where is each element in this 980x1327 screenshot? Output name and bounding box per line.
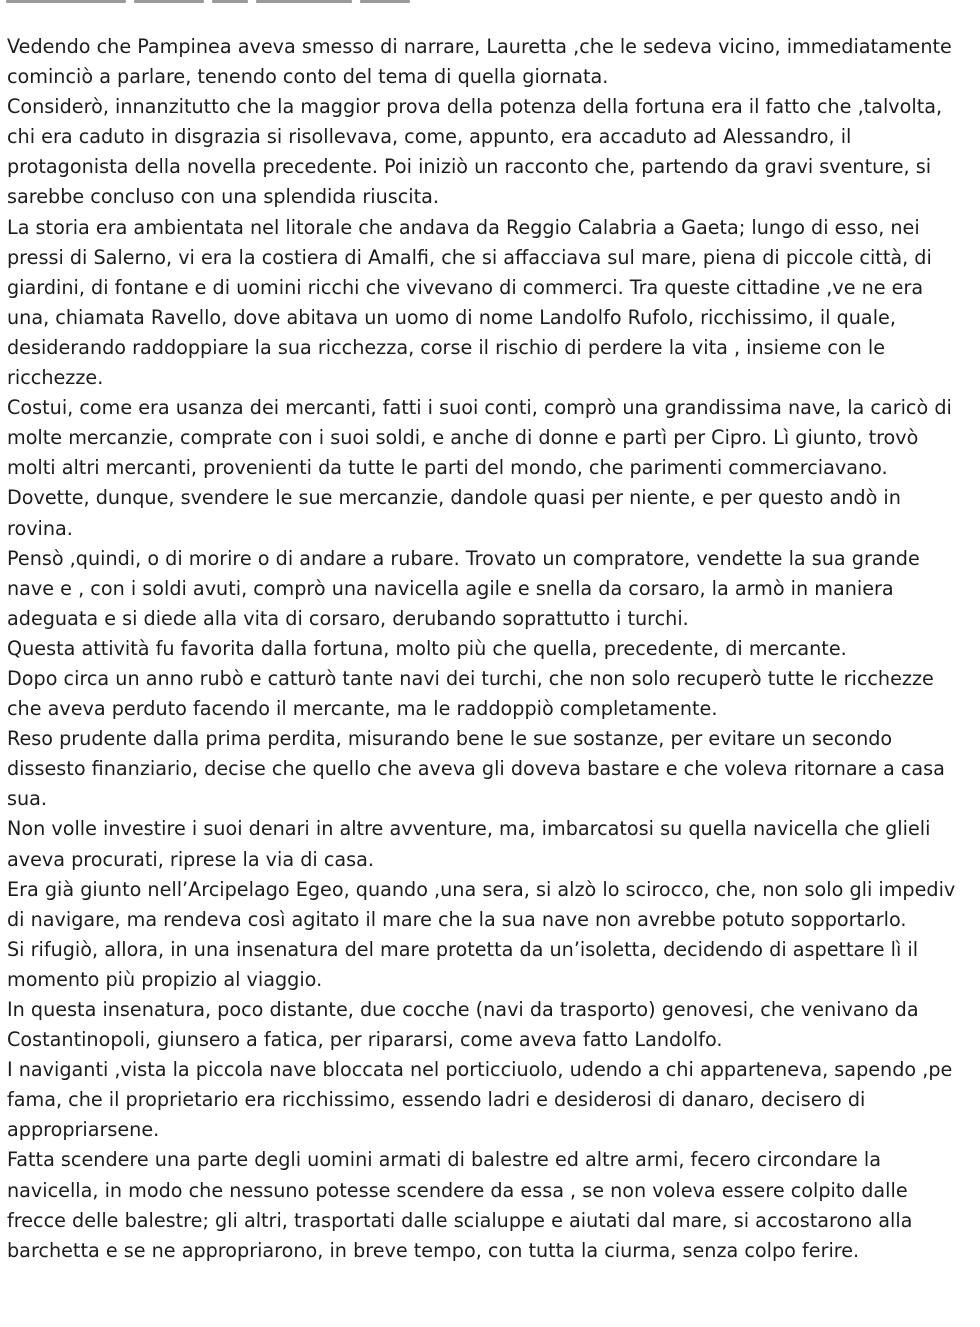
paragraph (7, 664, 980, 724)
text-line: di navigare, ma rendeva così agitato il mare che la sua nave non avrebbe potuto sopportarlo. (7, 907, 907, 931)
text-line: I naviganti ,vista la piccola nave bloccata nel porticciuolo, udendo a chi apparteneva, sapendo ,pe (7, 1058, 953, 1082)
paragraph (7, 213, 980, 394)
paragraph (7, 724, 980, 814)
paragraph (7, 814, 980, 874)
text-line: Fatta scendere una parte degli uomini armati di balestre ed altre armi, fecero circondare la (7, 1148, 881, 1172)
text-line: nave e , con i soldi avuti, comprò una navicella agile e snella da corsaro, la armò in maniera (7, 576, 894, 600)
text-line: barchetta e se ne appropriarono, in breve tempo, con tutta la ciurma, senza colpo ferire. (7, 1238, 860, 1262)
paragraph (7, 935, 980, 995)
text-line: Dopo circa un anno rubò e catturò tante navi dei turchi, che non solo recuperò tutte le ricchezze (7, 666, 934, 690)
text-line: Questa attività fu favorita dalla fortuna, molto più che quella, precedente, di mercante. (7, 636, 847, 660)
text-line: Pensò ,quindi, o di morire o di andare a rubare. Trovato un compratore, vendette la sua grande (7, 546, 920, 570)
text-line: giardini, di fontane e di uomini ricchi che vivevano di commerci. Tra queste cittadine ,ve ne era (7, 275, 924, 299)
text-line: ricchezze. (7, 366, 104, 390)
text-line: dissesto finanziario, decise che quello che aveva gli doveva bastare e che voleva ritornare a casa (7, 757, 945, 781)
text-line: chi era caduto in disgrazia si risollevava, come, appunto, era accaduto ad Alessandro, il (7, 125, 852, 149)
text-line: navicella, in modo che nessuno potesse scendere da essa , se non voleva essere colpito dalle (7, 1178, 908, 1202)
paragraph (7, 995, 980, 1055)
text-line: Si rifugiò, allora, in una insenatura del mare protetta da un’isoletta, decidendo di aspettare lì il (7, 937, 919, 961)
text-line: che aveva perduto facendo il mercante, ma le raddoppiò completamente. (7, 697, 718, 721)
paragraph (7, 32, 980, 92)
text-line: Costui, come era usanza dei mercanti, fatti i suoi conti, comprò una grandissima nave, la caricò di (7, 396, 952, 420)
text-line: sua. (7, 787, 48, 811)
text-line: Era già giunto nell’Arcipelago Egeo, quando ,una sera, si alzò lo scirocco, che, non solo gli impediv (7, 877, 956, 901)
text-line: aveva procurati, riprese la via di casa. (7, 847, 374, 871)
text-line: desiderando raddoppiare la sua ricchezza, corse il rischio di perdere la vita , insieme con le (7, 335, 886, 359)
paragraph (7, 1055, 980, 1145)
paragraph (7, 875, 980, 935)
text-line: protagonista della novella precedente. Poi iniziò un racconto che, partendo da gravi sventure, si (7, 155, 932, 179)
text-line: pressi di Salerno, vi era la costiera di Amalfi, che si affacciava sul mare, piena di piccole città, di (7, 245, 932, 269)
text-line: Vedendo che Pampinea aveva smesso di narrare, Lauretta ,che le sedeva vicino, immediatamente (7, 35, 952, 58)
text-line: frecce delle balestre; gli altri, trasportati dalle scialuppe e aiutati dal mare, si accostarono alla (7, 1208, 913, 1232)
text-line: Costantinopoli, giunsero a fatica, per ripararsi, come aveva fatto Landolfo. (7, 1028, 723, 1052)
paragraph (7, 393, 980, 483)
text-line: Dovette, dunque, svendere le sue mercanzie, dandole quasi per niente, e per questo andò in (7, 486, 901, 510)
text-line: fama, che il proprietario era ricchissimo, essendo ladri e desiderosi di danaro, decisero di (7, 1088, 866, 1112)
cropped-previous-line (0, 0, 420, 6)
text-line: cominciò a parlare, tenendo conto del tema di quella giornata. (7, 65, 609, 89)
text-line: Non volle investire i suoi denari in altre avventure, ma, imbarcatosi su quella navicella che glieli (7, 817, 931, 841)
paragraph (7, 92, 980, 212)
text-line: Reso prudente dalla prima perdita, misurando bene le sue sostanze, per evitare un secondo (7, 727, 893, 751)
paragraph (7, 544, 980, 634)
text-line: In questa insenatura, poco distante, due cocche (navi da trasporto) genovesi, che venivano da (7, 998, 919, 1021)
text-line: adeguata e si diede alla vita di corsaro, derubando soprattutto i turchi. (7, 606, 689, 630)
text-line: una, chiamata Ravello, dove abitava un uomo di nome Landolfo Rufolo, ricchissimo, il quale, (7, 305, 896, 329)
text-line: La storia era ambientata nel litorale che andava da Reggio Calabria a Gaeta; lungo di esso, nei (7, 215, 920, 239)
text-line: Considerò, innanzitutto che la maggior prova della potenza della fortuna era il fatto che ,talvolta, (7, 95, 943, 119)
text-line: molti altri mercanti, provenienti da tutte le parti del mondo, che parimenti commerciavano. (7, 456, 888, 480)
text-line: rovina. (7, 516, 73, 540)
text-line: appropriarsene. (7, 1118, 160, 1142)
document-body (7, 32, 980, 1266)
paragraph (7, 634, 980, 664)
text-line: sarebbe concluso con una splendida riuscita. (7, 185, 439, 209)
paragraph (7, 483, 980, 543)
text-line: momento più propizio al viaggio. (7, 967, 323, 991)
paragraph (7, 1145, 980, 1265)
text-line: molte mercanzie, comprate con i suoi soldi, e anche di donne e partì per Cipro. Lì giunto, trovò (7, 426, 919, 450)
